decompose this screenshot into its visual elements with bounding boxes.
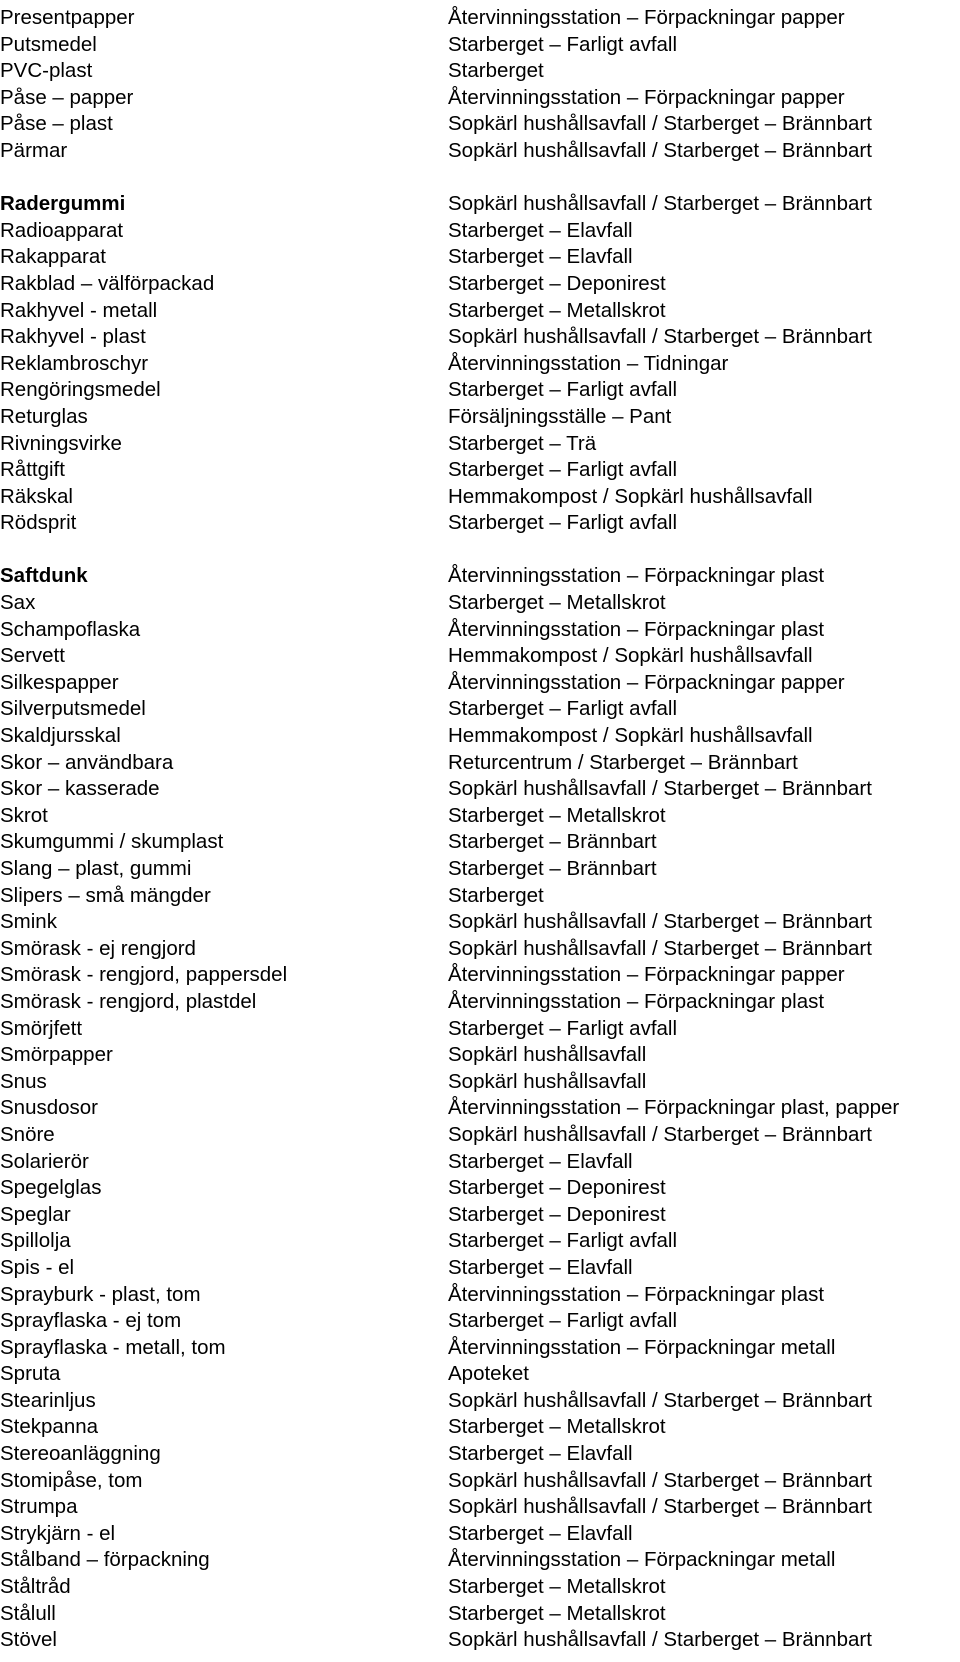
item-destination: Starberget – Metallskrot: [448, 1601, 666, 1625]
list-item: [0, 191, 960, 218]
item-destination: Starberget: [448, 883, 544, 907]
item-name: Stekpanna: [0, 1415, 99, 1439]
item-destination: Starberget – Elavfall: [448, 245, 633, 269]
item-name: PVC-plast: [0, 59, 93, 83]
item-name: Rakhyvel - plast: [0, 325, 146, 349]
item-name: Spegelglas: [0, 1176, 102, 1200]
item-destination: Starberget – Elavfall: [448, 1521, 633, 1545]
sorting-guide: [0, 5, 960, 1654]
item-name: Skor – kasserade: [0, 777, 160, 801]
list-item: [0, 962, 960, 989]
list-item: [0, 58, 960, 85]
list-item: [0, 1468, 960, 1495]
list-item: [0, 1149, 960, 1176]
list-item: [0, 218, 960, 245]
section-first-item-name: Saftdunk: [0, 564, 88, 588]
list-item: [0, 1414, 960, 1441]
item-destination: Starberget – Farligt avfall: [448, 458, 678, 482]
letter-section: [0, 191, 960, 537]
item-name: Silverputsmedel: [0, 697, 146, 721]
list-item: [0, 5, 960, 32]
item-destination: Starberget – Metallskrot: [448, 591, 666, 615]
list-item: [0, 85, 960, 112]
item-destination: Sopkärl hushållsavfall: [448, 1043, 647, 1067]
item-name: Presentpapper: [0, 6, 135, 29]
list-item: [0, 431, 960, 458]
list-item: [0, 1494, 960, 1521]
item-destination: Sopkärl hushållsavfall / Starberget – Brännbart: [448, 325, 872, 349]
list-item: [0, 404, 960, 431]
item-name: Pärmar: [0, 138, 68, 162]
list-item: [0, 750, 960, 777]
item-destination: Sopkärl hushållsavfall: [448, 1069, 647, 1093]
letter-section: [0, 5, 960, 165]
item-name: Påse – plast: [0, 112, 113, 136]
item-destination: Apoteket: [448, 1362, 529, 1386]
item-destination: Återvinningsstation – Förpackningar plast: [448, 989, 825, 1013]
item-destination: Starberget – Elavfall: [448, 1255, 633, 1279]
list-item: [0, 776, 960, 803]
item-destination: Starberget – Trä: [448, 431, 597, 455]
item-destination: Starberget – Metallskrot: [448, 1575, 666, 1599]
item-name: Spillolja: [0, 1229, 71, 1253]
item-destination: Återvinningsstation – Förpackningar metall: [448, 1548, 836, 1572]
item-name: Returglas: [0, 404, 88, 428]
list-item: [0, 1095, 960, 1122]
list-item: [0, 1016, 960, 1043]
item-destination: Starberget – Farligt avfall: [448, 1016, 678, 1040]
list-item: [0, 138, 960, 165]
item-name: Rakblad – välförpackad: [0, 271, 215, 295]
item-name: Sprayflaska - metall, tom: [0, 1335, 226, 1359]
item-destination: Returcentrum / Starberget – Brännbart: [448, 750, 798, 774]
item-destination: Sopkärl hushållsavfall / Starberget – Brännbart: [448, 777, 872, 801]
item-destination: Återvinningsstation – Förpackningar plast, papper: [448, 1096, 900, 1120]
item-destination: Starberget – Deponirest: [448, 1176, 666, 1200]
list-item: [0, 883, 960, 910]
list-item: [0, 351, 960, 378]
item-name: Spruta: [0, 1362, 61, 1386]
item-destination: Starberget – Brännbart: [448, 830, 657, 854]
item-destination: Återvinningsstation – Tidningar: [448, 351, 729, 375]
item-destination: Återvinningsstation – Förpackningar plast: [448, 1282, 825, 1306]
list-item: [0, 1601, 960, 1628]
item-destination: Sopkärl hushållsavfall / Starberget – Brännbart: [448, 138, 872, 162]
item-name: Snöre: [0, 1122, 55, 1146]
item-name: Snus: [0, 1069, 47, 1093]
list-item: [0, 457, 960, 484]
item-name: Skumgummi / skumplast: [0, 830, 224, 854]
item-destination: Starberget – Elavfall: [448, 1149, 633, 1173]
list-item: [0, 271, 960, 298]
item-destination: Hemmakompost / Sopkärl hushållsavfall: [448, 644, 813, 668]
item-destination: Sopkärl hushållsavfall / Starberget – Brännbart: [448, 936, 872, 960]
list-item: [0, 1521, 960, 1548]
list-item: [0, 617, 960, 644]
item-name: Snusdosor: [0, 1096, 99, 1120]
list-item: [0, 829, 960, 856]
item-destination: Starberget – Elavfall: [448, 218, 633, 242]
list-item: [0, 32, 960, 59]
item-destination: Starberget – Farligt avfall: [448, 511, 678, 535]
item-name: Speglar: [0, 1202, 71, 1226]
item-destination: Hemmakompost / Sopkärl hushållsavfall: [448, 724, 813, 748]
item-destination: Starberget – Brännbart: [448, 857, 657, 880]
list-item: [0, 1547, 960, 1574]
list-item: [0, 936, 960, 963]
item-name: Stålband – förpackning: [0, 1548, 210, 1572]
item-destination: Sopkärl hushållsavfall / Starberget – Brännbart: [448, 1628, 872, 1652]
item-name: Smink: [0, 910, 57, 934]
list-item: [0, 590, 960, 617]
item-name: Rengöringsmedel: [0, 378, 161, 402]
item-destination: Återvinningsstation – Förpackningar papper: [448, 6, 845, 29]
list-item: [0, 723, 960, 750]
list-item: [0, 510, 960, 537]
item-destination: Återvinningsstation – Förpackningar papper: [448, 85, 845, 109]
item-name: Radioapparat: [0, 218, 124, 242]
item-destination: Starberget – Deponirest: [448, 271, 666, 295]
item-name: Rakhyvel - metall: [0, 298, 158, 322]
item-destination: Sopkärl hushållsavfall / Starberget – Brännbart: [448, 1388, 872, 1412]
list-item: [0, 1441, 960, 1468]
item-name: Spis - el: [0, 1255, 75, 1279]
item-destination: Sopkärl hushållsavfall / Starberget – Brännbart: [448, 1468, 872, 1492]
item-destination: Återvinningsstation – Förpackningar plast: [448, 564, 825, 588]
item-destination: Sopkärl hushållsavfall / Starberget – Brännbart: [448, 192, 872, 216]
section-first-item-name: Radergummi: [0, 192, 126, 216]
item-destination: Starberget – Metallskrot: [448, 1415, 666, 1439]
list-item: [0, 1042, 960, 1069]
list-item: [0, 1361, 960, 1388]
list-item: [0, 803, 960, 830]
item-name: Sax: [0, 591, 36, 615]
item-name: Strumpa: [0, 1495, 78, 1519]
item-name: Stearinljus: [0, 1388, 96, 1412]
item-name: Smörask - rengjord, pappersdel: [0, 963, 288, 987]
item-name: Påse – papper: [0, 85, 134, 109]
list-item: [0, 1202, 960, 1229]
item-name: Servett: [0, 644, 65, 668]
item-name: Solarierör: [0, 1149, 89, 1173]
item-name: Slipers – små mängder: [0, 883, 211, 907]
item-destination: Starberget – Elavfall: [448, 1442, 633, 1466]
item-name: Rivningsvirke: [0, 431, 122, 455]
item-destination: Återvinningsstation – Förpackningar metall: [448, 1335, 836, 1359]
list-item: [0, 1069, 960, 1096]
list-item: [0, 324, 960, 351]
item-destination: Sopkärl hushållsavfall / Starberget – Brännbart: [448, 1495, 872, 1519]
item-name: Stålull: [0, 1601, 56, 1625]
item-name: Silkespapper: [0, 670, 119, 694]
item-name: Skor – användbara: [0, 750, 174, 774]
list-item: [0, 856, 960, 883]
item-destination: Sopkärl hushållsavfall / Starberget – Brännbart: [448, 112, 872, 136]
item-destination: Starberget – Deponirest: [448, 1202, 666, 1226]
item-name: Stomipåse, tom: [0, 1468, 143, 1492]
list-item: [0, 696, 960, 723]
list-item: [0, 1122, 960, 1149]
item-destination: Starberget – Farligt avfall: [448, 697, 678, 721]
item-name: Skaldjursskal: [0, 724, 121, 748]
item-destination: Försäljningsställe – Pant: [448, 404, 672, 428]
item-name: Strykjärn - el: [0, 1521, 116, 1545]
item-destination: Sopkärl hushållsavfall / Starberget – Brännbart: [448, 910, 872, 934]
item-destination: Starberget – Metallskrot: [448, 298, 666, 322]
item-destination: Starberget – Farligt avfall: [448, 32, 678, 56]
list-item: [0, 484, 960, 511]
item-destination: Starberget – Farligt avfall: [448, 378, 678, 402]
list-item: [0, 1228, 960, 1255]
item-name: Räkskal: [0, 484, 73, 508]
list-item: [0, 1255, 960, 1282]
item-destination: Starberget: [448, 59, 544, 83]
list-item: [0, 1388, 960, 1415]
item-destination: Starberget – Farligt avfall: [448, 1229, 678, 1253]
list-item: [0, 670, 960, 697]
list-item: [0, 111, 960, 138]
item-name: Smörjfett: [0, 1016, 83, 1040]
item-name: Schampoflaska: [0, 617, 141, 641]
item-name: Sprayflaska - ej tom: [0, 1309, 182, 1333]
list-item: [0, 1335, 960, 1362]
list-item: [0, 298, 960, 325]
list-item: [0, 1282, 960, 1309]
item-name: Stereoanläggning: [0, 1442, 161, 1466]
item-destination: Starberget – Metallskrot: [448, 803, 666, 827]
list-item: [0, 989, 960, 1016]
item-destination: Sopkärl hushållsavfall / Starberget – Brännbart: [448, 1122, 872, 1146]
item-name: Stövel: [0, 1628, 57, 1652]
list-item: [0, 244, 960, 271]
item-name: Reklambroschyr: [0, 351, 149, 375]
item-name: Sprayburk - plast, tom: [0, 1282, 201, 1306]
item-destination: Återvinningsstation – Förpackningar plast: [448, 617, 825, 641]
list-item: [0, 643, 960, 670]
item-name: Skrot: [0, 803, 48, 827]
item-name: Smörask - ej rengjord: [0, 936, 196, 960]
item-destination: Återvinningsstation – Förpackningar papper: [448, 963, 845, 987]
item-name: Slang – plast, gummi: [0, 857, 192, 880]
item-name: Råttgift: [0, 458, 65, 482]
item-name: Smörask - rengjord, plastdel: [0, 989, 257, 1013]
list-item: [0, 1627, 960, 1654]
item-name: Putsmedel: [0, 32, 97, 56]
item-name: Ståltråd: [0, 1575, 71, 1599]
letter-section: [0, 563, 960, 1653]
list-item: [0, 1175, 960, 1202]
item-destination: Starberget – Farligt avfall: [448, 1309, 678, 1333]
list-item: [0, 1308, 960, 1335]
item-name: Smörpapper: [0, 1043, 113, 1067]
item-name: Rödsprit: [0, 511, 77, 535]
item-name: Rakapparat: [0, 245, 106, 269]
item-destination: Hemmakompost / Sopkärl hushållsavfall: [448, 484, 813, 508]
list-item: [0, 1574, 960, 1601]
list-item: [0, 909, 960, 936]
item-destination: Återvinningsstation – Förpackningar papper: [448, 670, 845, 694]
list-item: [0, 563, 960, 590]
list-item: [0, 377, 960, 404]
